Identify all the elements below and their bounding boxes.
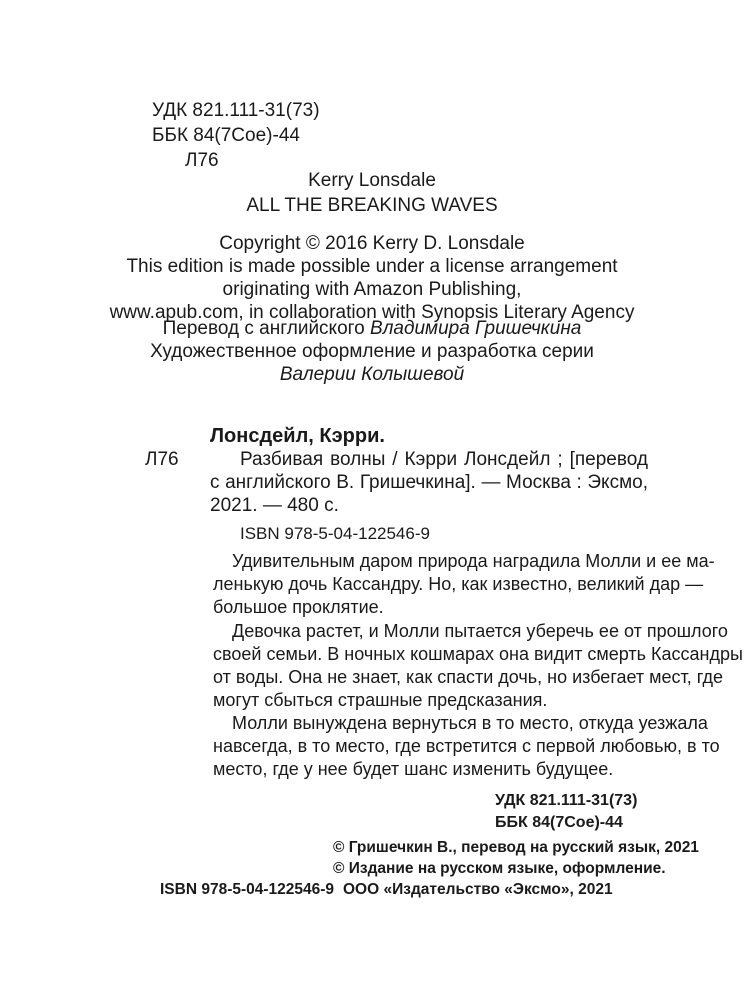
footer-bbk: ББК 84(7Сое)-44 — [495, 814, 623, 831]
translation-prefix: Перевод с английского — [162, 318, 371, 339]
original-title: ALL THE BREAKING WAVES — [246, 195, 498, 216]
design-credit: Художественное оформление и разработка серии — [150, 341, 594, 362]
copyright-line-4: www.apub.com, in collaboration with Synopsis Literary Agency — [109, 302, 635, 323]
annotation-p3-line2: навсегда, в то место, где встретится с первой любовью, в то — [213, 736, 720, 756]
catalog-mark: Л76 — [145, 449, 179, 470]
annotation-p3-line1: Молли вынуждена вернуться в то место, откуда уезжала — [232, 713, 708, 733]
annotation-p1-line1: Удивительным даром природа наградила Молли и ее ма- — [232, 551, 715, 571]
copyright-line-3: originating with Amazon Publishing, — [222, 279, 522, 300]
annotation-p1-line2: ленькую дочь Кассандру. Но, как известно, великий дар — — [213, 574, 704, 594]
catalog-heading: Лонсдейл, Кэрри. — [210, 425, 385, 447]
catalog-isbn: ISBN 978-5-04-122546-9 — [240, 524, 430, 543]
translator-name: Владимира Гришечкина — [370, 318, 582, 339]
copyright-line-2: This edition is made possible under a license arrangement — [126, 256, 618, 277]
annotation-p2-line3: от воды. Она не знает, как спасти дочь, но избегает мест, где — [213, 667, 724, 687]
footer-isbn: ISBN 978-5-04-122546-9 — [160, 881, 335, 898]
copyright-ru-line2: © Издание на русском языке, оформление. — [333, 860, 666, 877]
bbk-code: ББК 84(7Сое)-44 — [152, 125, 300, 146]
annotation-p2-line2: своей семьи. В ночных кошмарах она видит смерть Кассандры — [213, 644, 743, 664]
copyright-ru-line1: © Гришечкин В., перевод на русский язык, 2021 — [333, 839, 699, 856]
original-author: Kerry Lonsdale — [308, 170, 436, 191]
udk-code: УДК 821.111-31(73) — [152, 100, 320, 121]
copyright-ru-line3: ООО «Издательство «Эксмо», 2021 — [343, 881, 613, 898]
catalog-line-1: Разбивая волны / Кэрри Лонсдейл ; [перевод — [240, 449, 648, 470]
catalog-line-2: с английского В. Гришечкина]. — Москва : Эксмо, — [210, 472, 648, 493]
annotation-p2-line1: Девочка растет, и Молли пытается уберечь ее от прошлого — [232, 621, 728, 641]
catalog-line-3: 2021. — 480 с. — [210, 495, 339, 516]
author-mark: Л76 — [185, 150, 219, 171]
designer-name: Валерии Колышевой — [279, 364, 465, 385]
annotation-p1-line3: большое проклятие. — [213, 597, 384, 617]
annotation-p3-line3: место, где у нее будет шанс изменить будущее. — [213, 759, 614, 779]
translation-credit — [0, 318, 744, 340]
footer-udk: УДК 821.111-31(73) — [495, 792, 638, 809]
copyright-line-1: Copyright © 2016 Kerry D. Lonsdale — [219, 233, 525, 254]
annotation-p2-line4: могут сбыться страшные предсказания. — [213, 690, 548, 710]
